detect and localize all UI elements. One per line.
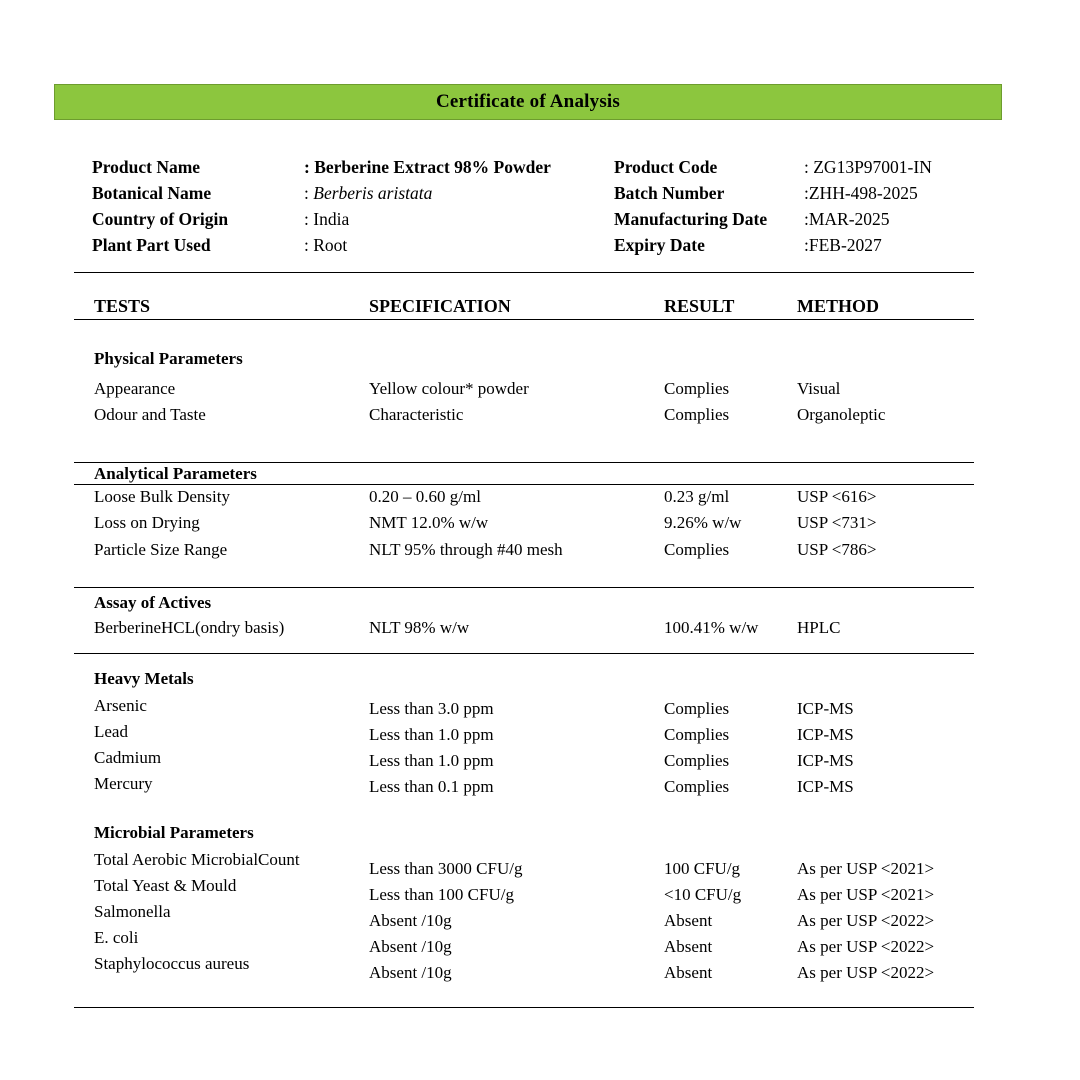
- cell-test: Particle Size Range: [94, 540, 228, 559]
- table-row: [74, 540, 974, 560]
- section-heading-physical-parameters: [74, 349, 974, 369]
- section-label: Microbial Parameters: [94, 823, 254, 842]
- cell-result: 100.41% w/w: [664, 618, 759, 637]
- label-product-name: Product Name: [92, 157, 201, 177]
- cell-method: USP <786>: [797, 540, 877, 559]
- table-row: [74, 902, 974, 930]
- label-batch-number: Batch Number: [614, 183, 725, 203]
- cell-result: 9.26% w/w: [664, 513, 742, 532]
- divider-analytical-assay: [74, 587, 974, 588]
- value-plant-part-used: : Root: [304, 235, 348, 255]
- cell-result: Complies: [664, 751, 730, 770]
- value-botanical-name: : Berberis aristata: [304, 183, 433, 203]
- table-row: [74, 850, 974, 878]
- cell-specification: Less than 100 CFU/g: [369, 885, 514, 904]
- label-manufacturing-date: Manufacturing Date: [614, 209, 768, 229]
- cell-method: As per USP <2022>: [797, 911, 935, 930]
- value-expiry-date: :FEB-2027: [804, 235, 882, 255]
- divider-above-headers: [74, 272, 974, 273]
- certificate-title-banner: [54, 84, 1002, 120]
- cell-result: Absent: [664, 937, 713, 956]
- cell-result: Absent: [664, 911, 713, 930]
- section-label: Physical Parameters: [94, 349, 243, 368]
- value-batch-number: :ZHH-498-2025: [804, 183, 918, 203]
- cell-result: 100 CFU/g: [664, 859, 741, 878]
- table-row: [74, 696, 974, 716]
- table-row: [74, 487, 974, 507]
- cell-method: As per USP <2021>: [797, 885, 935, 904]
- cell-specification: Less than 1.0 ppm: [369, 751, 494, 770]
- cell-test: Salmonella: [94, 902, 171, 921]
- cell-specification: Less than 0.1 ppm: [369, 777, 494, 796]
- table-row: [74, 928, 974, 956]
- cell-result: <10 CFU/g: [664, 885, 742, 904]
- cell-specification: Yellow colour* powder: [369, 379, 529, 398]
- cell-specification: NLT 98% w/w: [369, 618, 470, 637]
- cell-specification: Less than 3.0 ppm: [369, 699, 494, 718]
- column-header-tests: TESTS: [94, 296, 151, 316]
- divider-assay-heavy-metals: [74, 653, 974, 654]
- label-product-code: Product Code: [614, 157, 718, 177]
- label-botanical-name: Botanical Name: [92, 183, 212, 203]
- cell-specification: Absent /10g: [369, 911, 452, 930]
- cell-test: Lead: [94, 722, 128, 741]
- cell-test: BerberineHCL(ondry basis): [94, 618, 285, 637]
- table-row: [74, 513, 974, 533]
- table-row: [74, 876, 974, 904]
- cell-test: Arsenic: [94, 696, 147, 715]
- cell-result: Complies: [664, 405, 730, 424]
- column-header-specification: SPECIFICATION: [369, 296, 511, 316]
- cell-method: USP <731>: [797, 513, 877, 532]
- column-header-method: METHOD: [797, 296, 880, 316]
- divider-physical-analytical: [74, 462, 974, 463]
- cell-result: Complies: [664, 379, 730, 398]
- info-row: [92, 232, 992, 258]
- table-row: [74, 954, 974, 982]
- cell-result: Absent: [664, 963, 713, 982]
- info-row: [92, 206, 992, 232]
- table-row: [74, 618, 974, 638]
- cell-method: USP <616>: [797, 487, 877, 506]
- cell-test: Total Aerobic MicrobialCount: [94, 850, 300, 869]
- cell-specification: Less than 1.0 ppm: [369, 725, 494, 744]
- table-row: [74, 748, 974, 768]
- section-heading-analytical-parameters: [74, 464, 974, 484]
- cell-test: E. coli: [94, 928, 139, 947]
- cell-specification: NMT 12.0% w/w: [369, 513, 489, 532]
- cell-result: Complies: [664, 540, 730, 559]
- section-label: Assay of Actives: [94, 593, 212, 612]
- page-title: Certificate of Analysis: [435, 91, 620, 112]
- cell-test: Staphylococcus aureus: [94, 954, 250, 973]
- cell-test: Mercury: [94, 774, 153, 793]
- value-manufacturing-date: :MAR-2025: [804, 209, 890, 229]
- table-row: [74, 379, 974, 399]
- cell-test: Odour and Taste: [94, 405, 206, 424]
- table-row: [74, 774, 974, 794]
- cell-result: Complies: [664, 699, 730, 718]
- cell-result: Complies: [664, 777, 730, 796]
- divider-table-bottom: [74, 1007, 974, 1008]
- cell-method: HPLC: [797, 618, 841, 637]
- cell-result: 0.23 g/ml: [664, 487, 730, 506]
- divider-below-analytical-heading: [74, 484, 974, 485]
- section-label: Analytical Parameters: [94, 464, 257, 483]
- cell-test: Total Yeast & Mould: [94, 876, 237, 895]
- cell-specification: Characteristic: [369, 405, 464, 424]
- table-row: [74, 722, 974, 742]
- cell-method: ICP-MS: [797, 725, 854, 744]
- cell-method: As per USP <2022>: [797, 963, 935, 982]
- product-info-block: [92, 154, 992, 258]
- column-header-result: RESULT: [664, 296, 735, 316]
- table-row: [74, 405, 974, 425]
- cell-specification: Absent /10g: [369, 963, 452, 982]
- cell-test: Cadmium: [94, 748, 162, 767]
- label-plant-part-used: Plant Part Used: [92, 235, 211, 255]
- cell-test: Loss on Drying: [94, 513, 200, 532]
- label-expiry-date: Expiry Date: [614, 235, 705, 255]
- section-label: Heavy Metals: [94, 669, 194, 688]
- section-heading-assay-of-actives: [74, 593, 974, 613]
- cell-method: As per USP <2022>: [797, 937, 935, 956]
- label-country-of-origin: Country of Origin: [92, 209, 229, 229]
- cell-specification: Absent /10g: [369, 937, 452, 956]
- table-header-row: [74, 296, 974, 317]
- section-heading-heavy-metals: [74, 669, 974, 689]
- info-row: [92, 180, 992, 206]
- cell-specification: NLT 95% through #40 mesh: [369, 540, 563, 559]
- cell-method: Visual: [797, 379, 841, 398]
- cell-test: Loose Bulk Density: [94, 487, 230, 506]
- value-product-code: : ZG13P97001-IN: [804, 157, 932, 177]
- cell-test: Appearance: [94, 379, 176, 398]
- cell-method: As per USP <2021>: [797, 859, 935, 878]
- cell-method: ICP-MS: [797, 777, 854, 796]
- section-heading-microbial-parameters: [74, 823, 974, 843]
- cell-result: Complies: [664, 725, 730, 744]
- value-product-name: : Berberine Extract 98% Powder: [304, 157, 551, 177]
- cell-method: ICP-MS: [797, 751, 854, 770]
- value-country-of-origin: : India: [304, 209, 350, 229]
- info-row: [92, 154, 992, 180]
- cell-method: Organoleptic: [797, 405, 886, 424]
- divider-below-headers: [74, 319, 974, 320]
- cell-specification: Less than 3000 CFU/g: [369, 859, 523, 878]
- cell-specification: 0.20 – 0.60 g/ml: [369, 487, 481, 506]
- cell-method: ICP-MS: [797, 699, 854, 718]
